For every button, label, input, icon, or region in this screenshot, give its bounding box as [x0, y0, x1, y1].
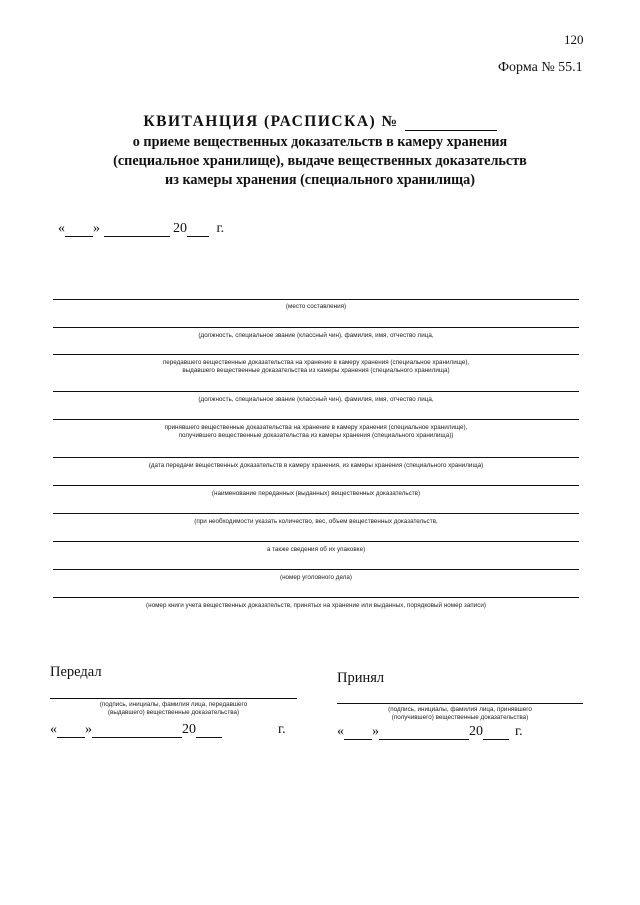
- receiver-signature-caption: [337, 706, 583, 721]
- caption-case-number: (номер уголовного дела): [279, 574, 353, 581]
- date-day-blank[interactable]: [65, 222, 93, 237]
- caption-transferor-role: [53, 359, 579, 374]
- date-close-quote: »: [93, 221, 100, 236]
- document-date: [58, 221, 224, 237]
- date-close-quote: »: [372, 724, 379, 739]
- transferor-date-month-blank[interactable]: [92, 723, 182, 738]
- caption-transferor-position: (должность, специальное звание (классный чин), фамилия, имя, отчество лица,: [198, 332, 434, 339]
- receipt-title-text: КВИТАНЦИЯ (РАСПИСКА) №: [143, 113, 399, 130]
- field-line-register-number[interactable]: [53, 597, 579, 598]
- field-line-transferor-name[interactable]: [53, 354, 579, 355]
- field-line-transferor-position[interactable]: [53, 327, 579, 328]
- title-subline: о приеме вещественных доказательств в камеру хранения: [132, 134, 508, 150]
- field-line-case-number[interactable]: [53, 569, 579, 570]
- date-year-suffix: г.: [216, 221, 225, 236]
- date-close-quote: »: [85, 722, 92, 737]
- caption-line: получившего вещественные доказательства из камеры хранения (специального хранилища)): [178, 431, 454, 439]
- date-open-quote: «: [58, 221, 65, 236]
- title-subline: (специальное хранилище), выдаче вещественных доказательств: [113, 153, 527, 169]
- date-year-prefix: 20: [182, 722, 196, 737]
- caption-receiver-position: (должность, специальное звание (классный чин), фамилия, имя, отчество лица,: [198, 396, 434, 403]
- caption-transfer-date: (дата передачи вещественных доказательств в камеру хранения, из камеры хранения (специального хранилища): [148, 462, 484, 469]
- date-year-suffix: г.: [278, 722, 286, 737]
- title-subline: из камеры хранения (специального хранилища): [165, 172, 475, 188]
- caption-place: (место составления): [285, 303, 347, 310]
- date-year-suffix: г.: [515, 724, 523, 739]
- page-number: 120: [564, 32, 584, 47]
- receiver-date: [337, 724, 557, 740]
- receipt-title: [0, 113, 640, 131]
- field-line-transfer-date[interactable]: [53, 457, 579, 458]
- caption-receiver-role: [53, 424, 579, 439]
- caption-line: (подпись, инициалы, фамилия лица, передавшего: [99, 701, 248, 708]
- transferor-date-year-blank[interactable]: [196, 723, 222, 738]
- receiver-date-month-blank[interactable]: [379, 725, 469, 740]
- caption-line: (получившего) вещественные доказательства): [391, 713, 529, 721]
- field-line-evidence-name[interactable]: [53, 485, 579, 486]
- date-year-blank[interactable]: [187, 222, 209, 237]
- received-by-label: Принял: [337, 670, 385, 686]
- date-month-blank[interactable]: [104, 222, 170, 237]
- date-open-quote: «: [50, 722, 57, 737]
- transferor-date: [50, 722, 300, 738]
- date-open-quote: «: [337, 724, 344, 739]
- caption-line: (выдавшего) вещественные доказательства): [107, 708, 240, 716]
- receiver-date-year-blank[interactable]: [483, 725, 509, 740]
- caption-evidence-quantity: (при необходимости указать количество, вес, объем вещественных доказательств,: [194, 518, 438, 525]
- date-year-prefix: 20: [173, 221, 187, 236]
- field-line-evidence-quantity[interactable]: [53, 513, 579, 514]
- caption-line: передавшего вещественные доказательства на хранение в камеру хранения (специальное хранилище),: [162, 359, 470, 366]
- transferor-date-day-blank[interactable]: [57, 723, 85, 738]
- caption-line: выдавшего вещественные доказательства из камеры хранения (специального хранилища): [182, 366, 450, 374]
- field-line-place[interactable]: [53, 299, 579, 300]
- field-line-receiver-position[interactable]: [53, 391, 579, 392]
- receiver-signature-line[interactable]: [337, 703, 583, 704]
- caption-line: (подпись, инициалы, фамилия лица, принявшего: [388, 706, 532, 713]
- transferor-signature-caption: [50, 701, 297, 716]
- date-year-prefix: 20: [469, 724, 483, 739]
- transferor-signature-line[interactable]: [50, 698, 297, 699]
- field-line-receiver-name[interactable]: [53, 419, 579, 420]
- receipt-number-blank[interactable]: [405, 116, 497, 131]
- field-line-packaging[interactable]: [53, 541, 579, 542]
- form-number-label: Форма № 55.1: [498, 60, 583, 75]
- caption-line: принявшего вещественные доказательства на хранение в камеру хранения (специальное хранилище),: [164, 424, 468, 431]
- transferred-by-label: Передал: [50, 664, 102, 680]
- caption-packaging: а также сведения об их упаковке): [266, 546, 366, 553]
- caption-evidence-name: (наименование переданных (выданных) вещественных доказательств): [211, 490, 421, 497]
- receiver-date-day-blank[interactable]: [344, 725, 372, 740]
- caption-register-number: (номер книги учета вещественных доказательств, принятых на хранение или выданных, порядковый номер записи): [146, 602, 486, 609]
